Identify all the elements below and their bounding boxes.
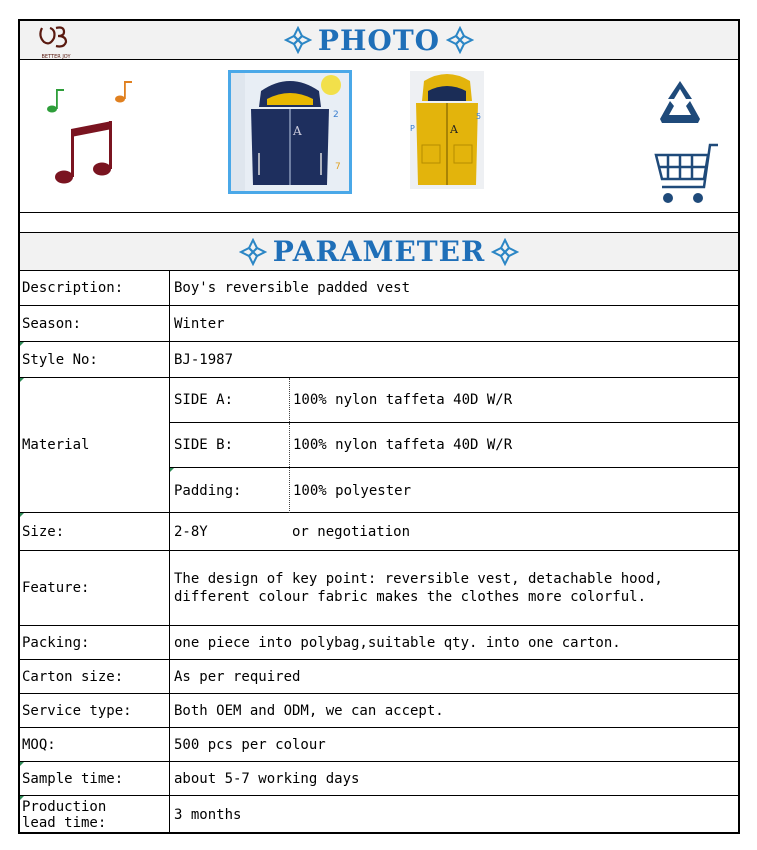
lead-time-label (20, 796, 170, 834)
table-row (20, 270, 738, 306)
row-label: Feature: (20, 551, 170, 625)
row-value: Winter (174, 315, 225, 332)
spec-sheet (18, 19, 740, 834)
row-label: Style No: (20, 342, 170, 377)
row-value: Both OEM and ODM, we can accept. (174, 702, 444, 719)
svg-text:A: A (450, 123, 458, 136)
parameter-header (20, 233, 738, 271)
svg-text:P: P (410, 124, 415, 133)
photo-title: PHOTO (317, 23, 441, 57)
navy-vest-photo (228, 70, 352, 194)
logo-text: BETTER JOY (41, 54, 71, 60)
svg-text:2: 2 (333, 110, 339, 120)
snowflake-icon (284, 26, 312, 54)
row-value: 2-8Y or negotiation (174, 523, 411, 540)
row-value: BJ-1987 (174, 351, 234, 368)
material-subrow (170, 378, 738, 423)
table-row (20, 660, 738, 694)
music-notes-icon (42, 79, 142, 189)
lead-time-row (20, 796, 738, 834)
shopping-cart-icon (654, 143, 720, 207)
material-subvalue: 100% nylon taffeta 40D W/R (289, 378, 512, 422)
recycle-icon (656, 79, 704, 125)
svg-text:A: A (293, 124, 302, 138)
material-sublabel: SIDE A: (174, 392, 234, 408)
bj-logo-icon (34, 24, 78, 58)
svg-text:5: 5 (476, 112, 482, 121)
parameter-title: PARAMETER (272, 235, 486, 268)
feature-row (20, 551, 738, 626)
row-label: Service type: (20, 694, 170, 727)
lead-label-line: lead time: (22, 815, 107, 831)
table-row (20, 626, 738, 660)
photo-header (20, 21, 738, 60)
snowflake-icon (446, 26, 474, 54)
material-subrow (170, 468, 738, 513)
material-sublabel: SIDE B: (174, 437, 234, 453)
yellow-vest-photo (410, 71, 484, 189)
feature-line: different colour fabric makes the clothes more colorful. (174, 589, 647, 605)
lead-label-line: Production (22, 799, 107, 815)
row-value: As per required (174, 668, 301, 685)
material-label: Material (20, 378, 170, 512)
table-row (20, 513, 738, 551)
feature-line: The design of key point: reversible vest, detachable hood, (174, 571, 663, 587)
photo-area (20, 59, 738, 213)
material-subrow (170, 423, 738, 468)
row-value: about 5-7 working days (174, 770, 360, 787)
row-value: 3 months (174, 807, 242, 823)
table-row (20, 694, 738, 728)
snowflake-icon (491, 238, 519, 266)
row-value: 500 pcs per colour (174, 736, 326, 753)
row-label: MOQ: (20, 728, 170, 761)
row-label: Season: (20, 306, 170, 341)
row-label: Size: (20, 513, 170, 550)
row-label: Sample time: (20, 762, 170, 795)
material-row (20, 378, 738, 513)
material-subvalue: 100% nylon taffeta 40D W/R (289, 423, 512, 467)
material-sublabel: Padding: (174, 482, 242, 499)
row-value: Boy's reversible padded vest (174, 279, 411, 296)
table-row (20, 728, 738, 762)
material-subvalue: 100% polyester (289, 468, 411, 513)
feature-value (174, 551, 732, 625)
svg-text:7: 7 (335, 162, 341, 172)
row-label: Packing: (20, 626, 170, 659)
row-value: one piece into polybag,suitable qty. into one carton. (174, 634, 621, 651)
row-label: Carton size: (20, 660, 170, 693)
table-row (20, 306, 738, 342)
row-label: Description: (20, 270, 170, 305)
table-row (20, 342, 738, 378)
snowflake-icon (239, 238, 267, 266)
table-row (20, 762, 738, 796)
